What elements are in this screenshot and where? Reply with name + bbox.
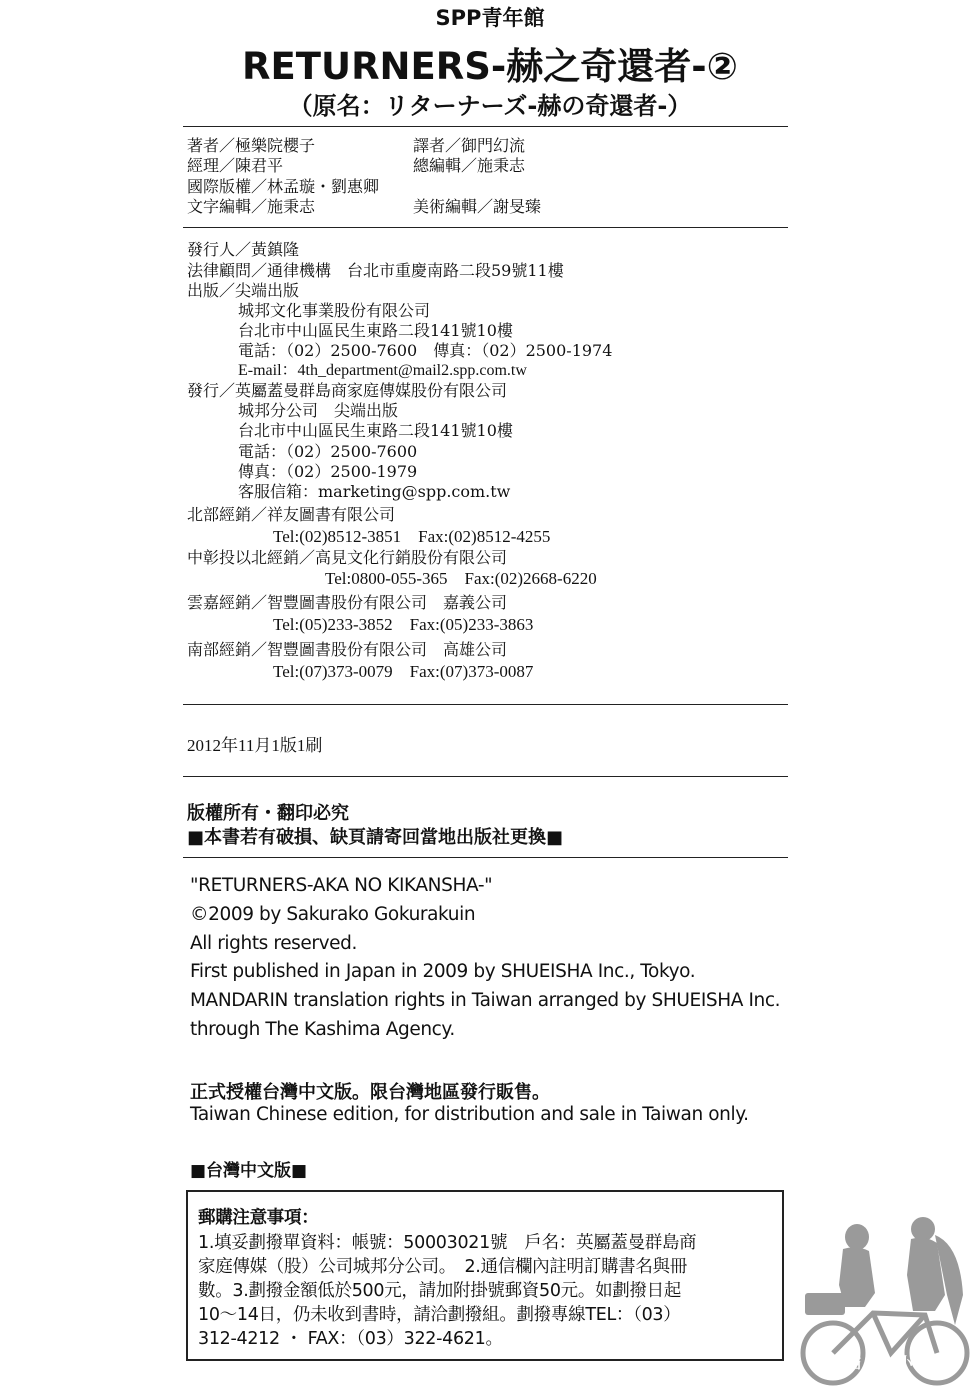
credit-manager: 經理／陳君平	[187, 156, 284, 175]
issuer: 發行人／黃鎮隆	[187, 240, 300, 259]
distrib-phone: 電話：（02）2500-7600	[238, 442, 418, 461]
original-title: （原名：リターナーズ-赫の奇還者-）	[288, 92, 692, 120]
edition-label: ■台灣中文版■	[190, 1161, 308, 1181]
watermark-credit: 掃描 By 小毆	[830, 1354, 930, 1372]
divider	[183, 704, 788, 705]
rights-statement: 版權所有・翻印必究	[187, 803, 349, 824]
credit-chief-editor: 總編輯／施秉志	[413, 156, 526, 175]
central-distributor: 中彰投以北經銷／高見文化行銷股份有限公司	[187, 548, 508, 567]
divider	[183, 857, 788, 858]
mail-order-title: 郵購注意事項：	[198, 1208, 319, 1228]
yunjia-distributor: 雲嘉經銷／智豐圖書股份有限公司 嘉義公司	[187, 593, 508, 612]
mail-order-line: 數。3.劃撥金額低於500元，請加附掛號郵資50元。如劃撥日起	[198, 1281, 682, 1301]
watermark-subtext: 萌萌的天堂	[865, 1379, 915, 1390]
mail-order-line: 312-4212 ・ FAX：（03）322-4621。	[198, 1329, 503, 1349]
distrib-fax: 傳真：（02）2500-1979	[238, 462, 418, 481]
distrib-label: 發行／英屬蓋曼群島商家庭傳媒股份有限公司	[187, 381, 508, 400]
mail-order-box	[186, 1190, 784, 1361]
credit-art-editor: 美術編輯／謝旻臻	[413, 197, 542, 216]
south-distributor: 南部經銷／智豐圖書股份有限公司 高雄公司	[187, 640, 508, 659]
yunjia-tel: Tel:(05)233-3852 Fax:(05)233-3863	[273, 615, 534, 634]
english-title: "RETURNERS-AKA NO KIKANSHA-"	[190, 875, 493, 896]
credit-intl-rights: 國際版權／林孟璇・劉惠卿	[187, 177, 380, 196]
mail-order-line: 10～14日，仍未收到書時，請洽劃撥組。劃撥專線TEL：（03）	[198, 1305, 681, 1325]
distrib-branch: 城邦分公司 尖端出版	[238, 401, 399, 420]
book-title: RETURNERS-赫之奇還者-②	[242, 45, 738, 88]
publish-label: 出版／尖端出版	[187, 281, 300, 300]
credit-text-editor: 文字編輯／施秉志	[187, 197, 316, 216]
south-tel: Tel:(07)373-0079 Fax:(07)373-0087	[273, 662, 534, 681]
authorized-edition-zh: 正式授權台灣中文版。限台灣地區發行販售。	[190, 1082, 550, 1103]
central-tel: Tel:0800-055-365 Fax:(02)2668-6220	[325, 569, 597, 588]
publisher-name: SPP青年館	[435, 6, 545, 30]
all-rights: All rights reserved.	[190, 933, 357, 954]
divider	[183, 227, 788, 228]
north-tel: Tel:(02)8512-3851 Fax:(02)8512-4255	[273, 527, 551, 546]
credit-author: 著者／極樂院櫻子	[187, 136, 316, 155]
authorized-edition-en: Taiwan Chinese edition, for distribution and sale in Taiwan only.	[190, 1104, 749, 1125]
publish-phone: 電話：（02）2500-7600 傳真：（02）2500-1974	[238, 341, 613, 360]
publish-company: 城邦文化事業股份有限公司	[238, 301, 431, 320]
distrib-address: 台北市中山區民生東路二段141號10樓	[238, 421, 513, 440]
mail-order-line: 1.填妥劃撥單資料：帳號：50003021號 戶名：英屬蓋曼群島商	[198, 1233, 697, 1253]
replacement-notice: ■本書若有破損、缺頁請寄回當地出版社更換■	[187, 827, 564, 848]
copyright-line: ©2009 by Sakurako Gokurakuin	[190, 904, 476, 925]
north-distributor: 北部經銷／祥友圖書有限公司	[187, 505, 396, 524]
divider	[183, 126, 788, 127]
translation-rights: MANDARIN translation rights in Taiwan arranged by SHUEISHA Inc.	[190, 990, 781, 1011]
credit-translator: 譯者／御門幻流	[413, 136, 526, 155]
divider	[183, 776, 788, 777]
publish-email: E-mail：4th_department@mail2.spp.com.tw	[238, 362, 527, 379]
legal-counsel: 法律顧問／通律機構 台北市重慶南路二段59號11樓	[187, 261, 564, 280]
distrib-email: 客服信箱：marketing@spp.com.tw	[238, 482, 511, 501]
print-date: 2012年11月1版1刷	[187, 736, 323, 755]
mail-order-line: 家庭傳媒（股）公司城邦分公司。 2.通信欄內註明訂購書名與冊	[198, 1257, 687, 1277]
first-published: First published in Japan in 2009 by SHUEISHA Inc., Tokyo.	[190, 961, 696, 982]
publish-address: 台北市中山區民生東路二段141號10樓	[238, 321, 513, 340]
agency-line: through The Kashima Agency.	[190, 1019, 455, 1040]
